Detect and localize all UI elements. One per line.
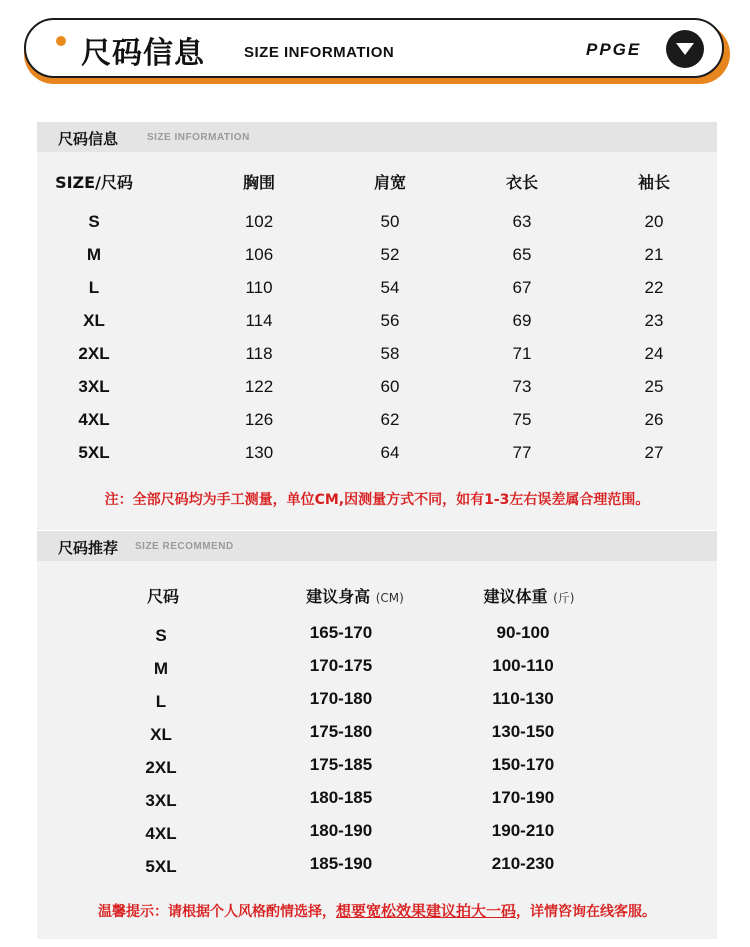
table-cell: 150-170 xyxy=(491,755,555,774)
table-cell: 185-190 xyxy=(309,854,373,873)
tip-suffix: ，详情咨询在线客服。 xyxy=(516,904,656,920)
size-info-header xyxy=(37,122,717,152)
size-label: M xyxy=(86,245,102,264)
table-cell: 71 xyxy=(512,344,532,363)
table-cell: 23 xyxy=(644,311,664,330)
table-cell: 170-190 xyxy=(491,788,555,807)
table-cell: 114 xyxy=(245,311,273,330)
col-header: 胸围 xyxy=(242,173,276,192)
size-label: 3XL xyxy=(78,377,110,396)
table-cell: 60 xyxy=(380,377,400,396)
table-cell: 64 xyxy=(380,443,400,462)
table-cell: 52 xyxy=(380,245,400,264)
col-header-weight xyxy=(484,584,575,607)
table-cell: 126 xyxy=(244,410,274,429)
size-recommend-header xyxy=(37,531,717,561)
table-cell: 58 xyxy=(380,344,400,363)
table-cell: 118 xyxy=(245,344,273,363)
table-cell: 175-180 xyxy=(309,722,373,741)
size-label: 2XL xyxy=(78,344,110,363)
table-cell: 130 xyxy=(244,443,274,462)
col-header-height-unit: (CM) xyxy=(375,591,404,605)
table-cell: 54 xyxy=(380,278,400,297)
col-header-height xyxy=(306,584,404,607)
brand-logo: PPGE xyxy=(586,40,642,59)
col-header: 肩宽 xyxy=(373,173,407,192)
table-cell: 26 xyxy=(644,410,664,429)
section-title: 尺码推荐 xyxy=(58,539,119,557)
table-cell: 90-100 xyxy=(496,623,550,642)
measure-note: 注：全部尺码均为手工测量，单位CM,因测量方式不同，如有1-3左右误差属合理范围。 xyxy=(104,492,650,508)
tip-emphasis: 想要宽松效果建议拍大一码 xyxy=(335,902,516,920)
size-label: XL xyxy=(150,725,172,744)
table-cell: 170-180 xyxy=(309,689,373,708)
col-header: SIZE/尺码 xyxy=(55,173,133,192)
table-cell: 65 xyxy=(512,245,532,264)
table-cell: 180-185 xyxy=(309,788,373,807)
table-cell: 25 xyxy=(644,377,664,396)
size-recommend-panel xyxy=(37,531,717,939)
size-label: M xyxy=(153,659,169,678)
table-cell: 73 xyxy=(512,377,532,396)
table-cell: 56 xyxy=(380,311,400,330)
section-title: 尺码信息 xyxy=(58,130,119,148)
size-label: S xyxy=(155,626,167,645)
size-label: 3XL xyxy=(145,791,177,810)
table-cell: 67 xyxy=(512,278,532,297)
table-cell: 69 xyxy=(512,311,532,330)
table-cell: 21 xyxy=(644,245,664,264)
table-cell: 190-210 xyxy=(491,821,555,840)
table-cell: 122 xyxy=(244,377,274,396)
table-cell: 106 xyxy=(244,245,274,264)
size-label: XL xyxy=(83,311,105,330)
size-label: 5XL xyxy=(145,857,177,876)
size-label: S xyxy=(88,212,100,231)
table-cell: 75 xyxy=(512,410,532,429)
table-cell: 100-110 xyxy=(492,656,554,675)
size-label: 2XL xyxy=(145,758,177,777)
bullet-dot xyxy=(56,36,66,46)
table-cell: 27 xyxy=(644,443,664,462)
col-header-size: 尺码 xyxy=(146,587,180,606)
table-cell: 130-150 xyxy=(491,722,555,741)
size-label: L xyxy=(155,692,167,711)
table-cell: 180-190 xyxy=(309,821,373,840)
size-label: 4XL xyxy=(145,824,177,843)
col-header-weight-unit: (斤) xyxy=(553,591,575,605)
size-info-panel xyxy=(37,122,717,530)
table-cell: 175-185 xyxy=(309,755,373,774)
tip-note xyxy=(37,900,717,921)
col-header: 袖长 xyxy=(637,173,671,192)
page-title: 尺码信息 xyxy=(81,36,205,71)
size-label: 4XL xyxy=(78,410,110,429)
table-cell: 210-230 xyxy=(491,854,555,873)
col-header-weight-label: 建议体重 xyxy=(483,587,548,606)
table-cell: 63 xyxy=(512,212,532,231)
chevron-down-icon[interactable] xyxy=(666,30,704,68)
page-header xyxy=(24,18,724,78)
table-cell: 110 xyxy=(245,278,273,297)
table-cell: 165-170 xyxy=(309,623,373,642)
size-label: L xyxy=(88,278,100,297)
page-subtitle: SIZE INFORMATION xyxy=(244,44,395,61)
section-subtitle: SIZE RECOMMEND xyxy=(135,541,234,552)
table-cell: 110-130 xyxy=(492,689,554,708)
size-label: 5XL xyxy=(78,443,110,462)
section-subtitle: SIZE INFORMATION xyxy=(147,132,250,143)
table-cell: 50 xyxy=(380,212,400,231)
col-header: 衣长 xyxy=(505,173,539,192)
table-cell: 24 xyxy=(644,344,664,363)
tip-prefix: 温馨提示：请根据个人风格酌情选择， xyxy=(97,904,336,920)
table-cell: 22 xyxy=(644,278,664,297)
table-cell: 170-175 xyxy=(309,656,373,675)
table-cell: 20 xyxy=(644,212,664,231)
col-header-height-label: 建议身高 xyxy=(306,587,371,606)
table-cell: 77 xyxy=(512,443,532,462)
table-cell: 62 xyxy=(380,410,400,429)
table-cell: 102 xyxy=(244,212,274,231)
